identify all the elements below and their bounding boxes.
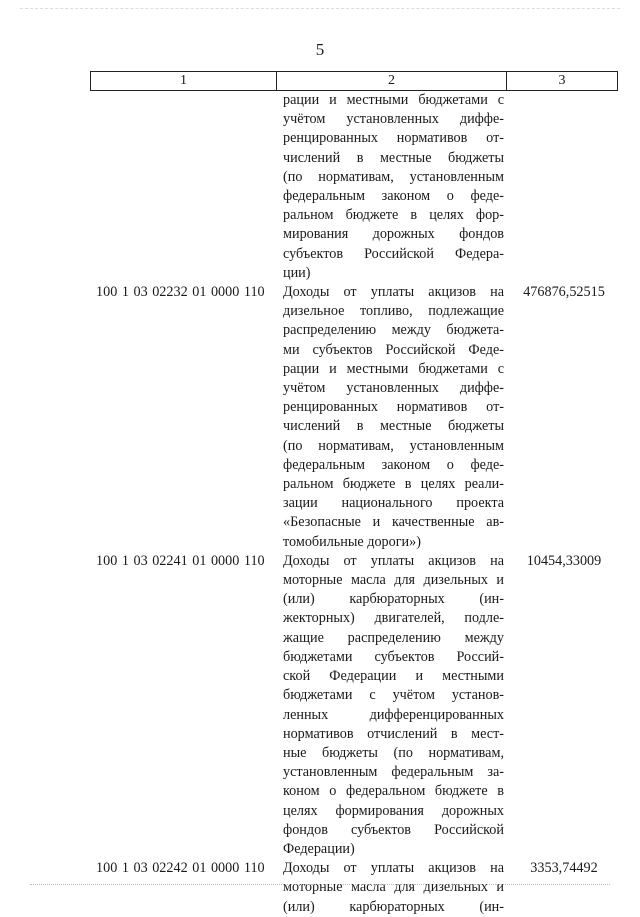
description-line: бюджетами субъектов Россий- xyxy=(283,648,504,665)
description-line: томобильные дороги») xyxy=(283,533,421,550)
amount-cell: 476876,52515 xyxy=(523,284,605,301)
description-line: зации национального проекта xyxy=(283,495,504,512)
amount-cell: 3353,74492 xyxy=(530,860,598,877)
description-line: ми субъектов Российской Феде- xyxy=(283,341,504,358)
description-line: моторные масла для дизельных и xyxy=(283,572,504,589)
description-line: фондов субъектов Российской xyxy=(283,821,504,838)
description-line: ренцированных нормативов от- xyxy=(283,130,504,147)
scan-edge-top xyxy=(20,8,620,10)
table-header xyxy=(90,71,618,91)
description-line: Федерации) xyxy=(283,840,355,857)
description-line: (по нормативам, установленным xyxy=(283,437,504,454)
description-line: учётом установленных диффе- xyxy=(283,380,504,397)
code-cell: 100 1 03 02242 01 0000 110 xyxy=(96,860,265,877)
description-line: «Безопасные и качественные ав- xyxy=(283,514,504,531)
description-line: мирования дорожных фондов xyxy=(283,226,504,243)
description-line: числений в местные бюджеты xyxy=(283,149,504,166)
column-header-3: 3 xyxy=(558,73,566,88)
description-line: ции) xyxy=(283,264,311,281)
scan-edge-bottom xyxy=(30,884,610,886)
column-header-1: 1 xyxy=(91,72,277,90)
description-cell xyxy=(276,859,506,917)
code-cell: 100 1 03 02241 01 0000 110 xyxy=(96,552,265,569)
amount-cell xyxy=(506,91,618,283)
description-cell xyxy=(276,91,506,283)
description-line: жекторных) двигателей, подле- xyxy=(283,610,504,627)
column-header-2: 2 xyxy=(277,72,507,90)
description-line: федеральным законом о феде- xyxy=(283,188,504,205)
description-line: (или) карбюраторных (ин- xyxy=(283,898,504,915)
description-line: Доходы от уплаты акцизов на xyxy=(283,860,504,877)
description-line: рации и местными бюджетами с xyxy=(283,360,504,377)
description-line: учётом установленных диффе- xyxy=(283,111,504,128)
description-line: бюджетами с учётом установ- xyxy=(283,687,504,704)
amount-cell: 10454,33009 xyxy=(526,552,602,569)
description-line: целях формирования дорожных xyxy=(283,802,504,819)
table-row xyxy=(90,859,618,917)
description-line: Доходы от уплаты акцизов на xyxy=(283,284,504,301)
description-line: ральном бюджете в целях фор- xyxy=(283,207,504,224)
description-line: рации и местными бюджетами с xyxy=(283,92,504,108)
description-cell xyxy=(276,552,506,859)
page-number: 5 xyxy=(315,40,325,59)
description-line: Доходы от уплаты акцизов на xyxy=(283,552,504,569)
description-line: коном о федеральном бюджете в xyxy=(283,783,504,800)
description-cell xyxy=(276,283,506,552)
description-line: ные бюджеты (по нормативам, xyxy=(283,744,504,761)
description-line: ской Федерации и местными xyxy=(283,668,504,685)
description-line: жащие распределению между xyxy=(283,629,504,646)
code-cell xyxy=(90,91,276,283)
description-line: субъектов Российской Федера- xyxy=(283,245,504,262)
table-body xyxy=(90,91,618,917)
description-line: ленных дифференцированных xyxy=(283,706,504,723)
table-row xyxy=(90,283,618,552)
description-line: федеральным законом о феде- xyxy=(283,456,504,473)
description-line: моторные масла для дизельных и xyxy=(283,879,504,896)
description-line: дизельное топливо, подлежащие xyxy=(283,303,504,320)
table-row-continuation xyxy=(90,91,618,283)
code-cell: 100 1 03 02232 01 0000 110 xyxy=(96,284,265,301)
description-line: ренцированных нормативов от- xyxy=(283,399,504,416)
description-line: числений в местные бюджеты xyxy=(283,418,504,435)
description-line: ральном бюджете в целях реали- xyxy=(283,476,504,493)
description-line: установленным федеральным за- xyxy=(283,764,504,781)
description-line: (по нормативам, установленным xyxy=(283,168,504,185)
table-row xyxy=(90,552,618,859)
description-line: (или) карбюраторных (ин- xyxy=(283,591,504,608)
description-line: распределению между бюджета- xyxy=(283,322,504,339)
description-line: нормативов отчислений в мест- xyxy=(283,725,504,742)
